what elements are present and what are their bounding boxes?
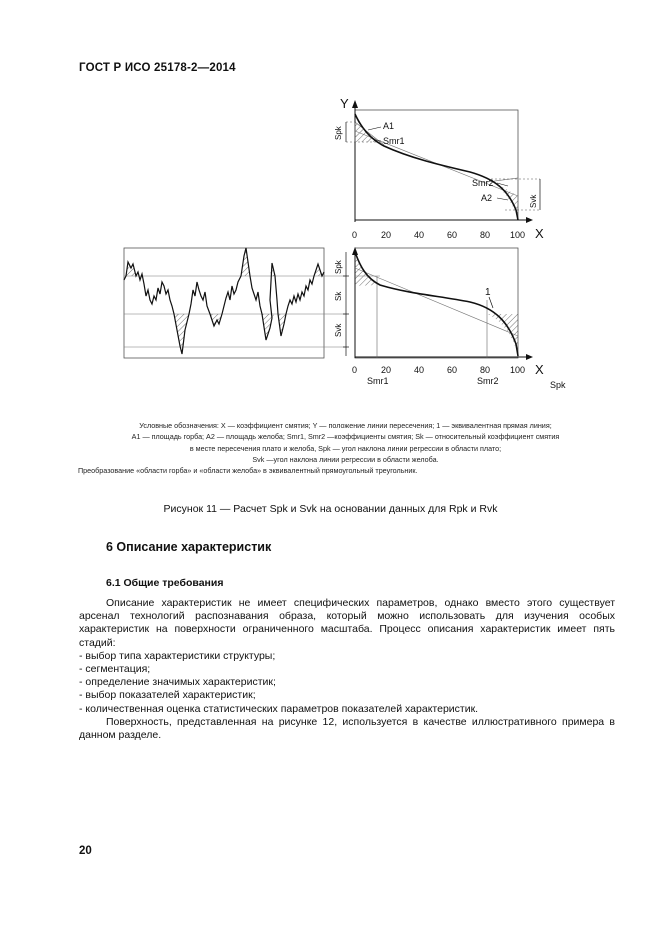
top-tick-40: 40 <box>414 230 425 240</box>
bottom-tick-80: 80 <box>480 365 491 375</box>
top-svk-label: Svk <box>529 194 538 208</box>
top-x-label: X <box>535 226 544 241</box>
page-number: 20 <box>79 845 92 857</box>
bottom-chart <box>334 247 566 390</box>
top-tick-80: 80 <box>480 230 491 240</box>
top-spk-label: Spk <box>334 126 343 140</box>
top-tick-20: 20 <box>381 230 392 240</box>
bottom-spk-extra-label: Spk <box>550 380 566 390</box>
top-y-arrow <box>352 100 358 108</box>
label-1: 1 <box>485 287 491 298</box>
bottom-smr2-label: Smr2 <box>477 376 499 386</box>
bottom-tick-60: 60 <box>447 365 458 375</box>
list-item: - определение значимых характеристик; <box>79 676 276 689</box>
legend-line-3: в месте пересечения плато и желоба, Spk — угол наклона линии регрессии в области плато; <box>189 443 502 453</box>
bottom-frame <box>355 248 518 358</box>
label-smr1: Smr1 <box>383 136 405 146</box>
section-title: 6 Описание характеристик <box>106 540 272 554</box>
paragraph-1: Описание характеристик не имеет специфических параметров, однако вместо этого существует арсенал технологий распознавания образа, который можно использовать для изучения особых характеристик на поверхности ограниченного масштаба. Процесс описания характеристик имеет пять стадий: <box>79 597 615 649</box>
list-item: - выбор показателей характеристик; <box>79 689 256 702</box>
profile-curve <box>124 248 324 354</box>
document-header: ГОСТ Р ИСО 25178-2—2014 <box>79 62 236 74</box>
figure-legend <box>78 420 613 476</box>
legend-line-4: Svk —угол наклона линии регрессии в области желоба. <box>252 454 439 464</box>
bottom-spk-label: Spk <box>334 260 343 274</box>
top-chart <box>334 96 544 241</box>
top-curve <box>355 114 518 220</box>
profile-frame <box>124 248 324 358</box>
list-item: - количественная оценка статистических параметров показателей характеристик. <box>79 702 479 715</box>
bottom-tick-40: 40 <box>414 365 425 375</box>
bottom-curve <box>355 252 518 356</box>
bottom-tick-100: 100 <box>510 365 526 375</box>
bottom-svk-label: Svk <box>334 323 343 337</box>
bottom-sk-label: Sk <box>334 291 343 301</box>
bottom-x-label: X <box>535 362 544 377</box>
label-a1: A1 <box>383 121 395 131</box>
label-a2: A2 <box>481 193 493 203</box>
top-tick-100: 100 <box>510 230 526 240</box>
bottom-tick-20: 20 <box>381 365 392 375</box>
legend-line-1: Условные обозначения: X — коэффициент смятия; Y — положение линии пересечения; 1 — эквивалентная прямая линия; <box>139 421 552 430</box>
paragraph-2: Поверхность, представленная на рисунке 12, используется в качестве иллюстративного примера в данном разделе. <box>79 715 615 742</box>
list-item: - выбор типа характеристики структуры; <box>79 649 276 662</box>
label-smr2: Smr2 <box>472 178 494 188</box>
top-tick-60: 60 <box>447 230 458 240</box>
list-item: - сегментация; <box>79 663 151 676</box>
bottom-tick-0: 0 <box>352 365 358 375</box>
bottom-smr1-label: Smr1 <box>367 376 389 386</box>
legend-line-2: A1 — площадь горба; A2 — площадь желоба; Smr1, Smr2 —коэффициенты смятия; Sk — относительный коэффициент смятия <box>131 432 560 442</box>
top-tick-0: 0 <box>352 230 358 240</box>
profile-chart <box>124 248 345 358</box>
subsection-title: 6.1 Общие требования <box>106 577 224 589</box>
top-x-arrow <box>526 217 533 223</box>
figure-11 <box>0 90 661 400</box>
figure-caption: Рисунок 11 — Расчет Spk и Svk на основании данных для Rpk и Rvk <box>163 503 498 515</box>
top-y-label: Y <box>340 96 349 111</box>
section-body <box>79 597 615 742</box>
top-frame <box>355 110 518 220</box>
legend-line-5: Преобразование «области горба» и «области желоба» в эквивалентный прямоугольный треугольник. <box>78 466 418 476</box>
